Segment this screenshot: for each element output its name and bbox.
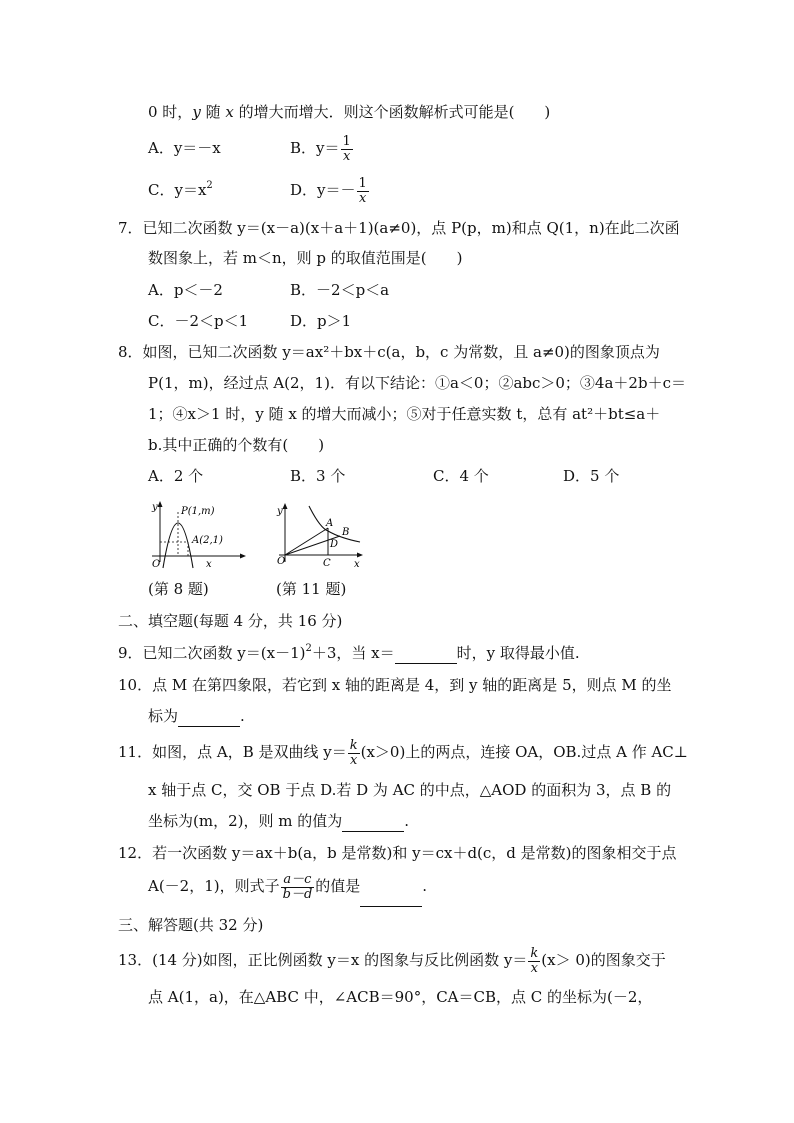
q8-line1: 8．如图，已知二次函数 y＝ax²＋bx＋c(a，b，c 为常数，且 a≠0)的图象顶点为 [118, 343, 660, 361]
q11-fraction: $\frac{k}{x}$ [349, 737, 358, 768]
q9-line: 9．已知二次函数 $y=(x-1)^2+3$，当 x＝ 时，y 取得最小值. [118, 643, 580, 662]
q6-option-d: D．y＝－ $\frac{1}{x}$ [290, 175, 367, 206]
q13-fraction: $\frac{k}{x}$ [530, 945, 539, 976]
q6-option-c: C．$y=x^2$ [148, 180, 213, 199]
figure-8-parabola [150, 500, 250, 570]
q7-line2: 数图象上，若 m＜n，则 p 的取值范围是( ) [148, 249, 463, 267]
figure-8-caption: (第 8 题) [148, 580, 209, 598]
figure-11-hyperbola [276, 500, 368, 570]
fig11-y-arrow [283, 503, 288, 509]
q7-option-d: D．p＞1 [290, 312, 352, 330]
fig11-label-c: C [323, 558, 331, 569]
fig8-x-arrow [240, 554, 246, 559]
fig11-label-o: O [277, 556, 286, 567]
q10-line1: 10．点 M 在第四象限，若它到 x 轴的距离是 4，到 y 轴的距离是 5，则点 M 的坐 [118, 676, 672, 694]
q8-line4: b.其中正确的个数有( ) [148, 436, 325, 454]
fig8-label-x: x [206, 559, 212, 570]
q7-option-c: C．－2＜p＜1 [148, 312, 249, 330]
fig11-label-x: x [354, 559, 360, 570]
fig11-x-arrow [357, 553, 363, 558]
section-2-heading: 二、填空题(每题 4 分，共 16 分) [118, 612, 343, 630]
fig8-label-y: y [152, 502, 158, 513]
q7-line1: 7．已知二次函数 y＝(x－a)(x＋a＋1)(a≠0)，点 P(p，m)和点 Q(1，n)在此二次函 [118, 219, 680, 237]
fig11-label-y: y [277, 506, 283, 517]
q10-line2: 标为 . [148, 707, 245, 725]
q11-answer-blank[interactable] [342, 811, 404, 832]
q11-line1: 11．如图，点 A，B 是双曲线 y＝ $\frac{k}{x}$ (x＞0)上的两点，连接 OA，OB.过点 A 作 AC⊥ [118, 737, 688, 768]
q8-option-c: C．4 个 [433, 467, 489, 485]
q11-line2: x 轴于点 C，交 OB 于点 D.若 D 为 AC 的中点，△AOD 的面积为 3，点 B 的 [148, 781, 672, 799]
q6-option-a: A．y＝－x [148, 139, 221, 157]
q8-line2: P(1，m)，经过点 A(2，1)．有以下结论：①a＜0；②abc＞0；③4a＋2b＋c＝ [148, 374, 686, 392]
q8-option-a: A．2 个 [148, 467, 204, 485]
q8-line3: 1；④x＞1 时，y 随 x 的增大而减小；⑤对于任意实数 t，总有 at²＋bt≤a＋ [148, 405, 661, 423]
q12-answer-blank[interactable] [360, 866, 422, 907]
fig11-label-b: B [342, 527, 350, 538]
q7-option-a: A．p＜－2 [148, 281, 223, 299]
q13-line1: 13．(14 分)如图，正比例函数 y＝x 的图象与反比例函数 y＝ $\frac{k}{x}$ (x＞ 0)的图象交于 [118, 945, 666, 976]
q12-fraction: $\frac{a-c}{b-d}$ [282, 871, 313, 902]
figure-11-caption: (第 11 题) [276, 580, 347, 598]
q12-line1: 12．若一次函数 y＝ax＋b(a，b 是常数)和 y＝cx＋d(c，d 是常数)的图象相交于点 [118, 844, 677, 862]
q8-option-d: D．5 个 [563, 467, 620, 485]
q13-line2: 点 A(1，a)，在△ABC 中，∠ACB＝90°，CA＝CB，点 C 的坐标为(－2， [148, 988, 653, 1006]
q9-answer-blank[interactable] [395, 643, 457, 664]
fig11-label-a: A [326, 518, 334, 529]
q11-line3: 坐标为(m，2)，则 m 的值为 . [148, 812, 410, 830]
fig11-hyperbola-curve [309, 506, 360, 542]
fig11-segment-oa [285, 528, 328, 555]
fig8-label-o: O [152, 559, 161, 570]
q12-line2: A(－2，1)，则式子 $\frac{a-c}{b-d}$ 的值是 . [148, 866, 427, 907]
q6-line1: 0 时，y 随 x 的增大而增大．则这个函数解析式可能是( ) [148, 103, 551, 121]
q8-option-b: B．3 个 [290, 467, 346, 485]
q6-option-b-fraction: $\frac{1}{x}$ [342, 133, 351, 164]
q10-answer-blank[interactable] [178, 706, 240, 727]
q6-option-b: B．y＝ $\frac{1}{x}$ [290, 133, 351, 164]
section-3-heading: 三、解答题(共 32 分) [118, 916, 264, 934]
fig11-label-d: D [330, 539, 339, 550]
fig8-label-p: P(1,m) [181, 506, 215, 517]
fig8-y-arrow [158, 501, 163, 507]
fig8-label-a: A(2,1) [192, 535, 223, 546]
q6-option-d-fraction: $\frac{1}{x}$ [358, 175, 367, 206]
q7-option-b: B．－2＜p＜a [290, 281, 390, 299]
